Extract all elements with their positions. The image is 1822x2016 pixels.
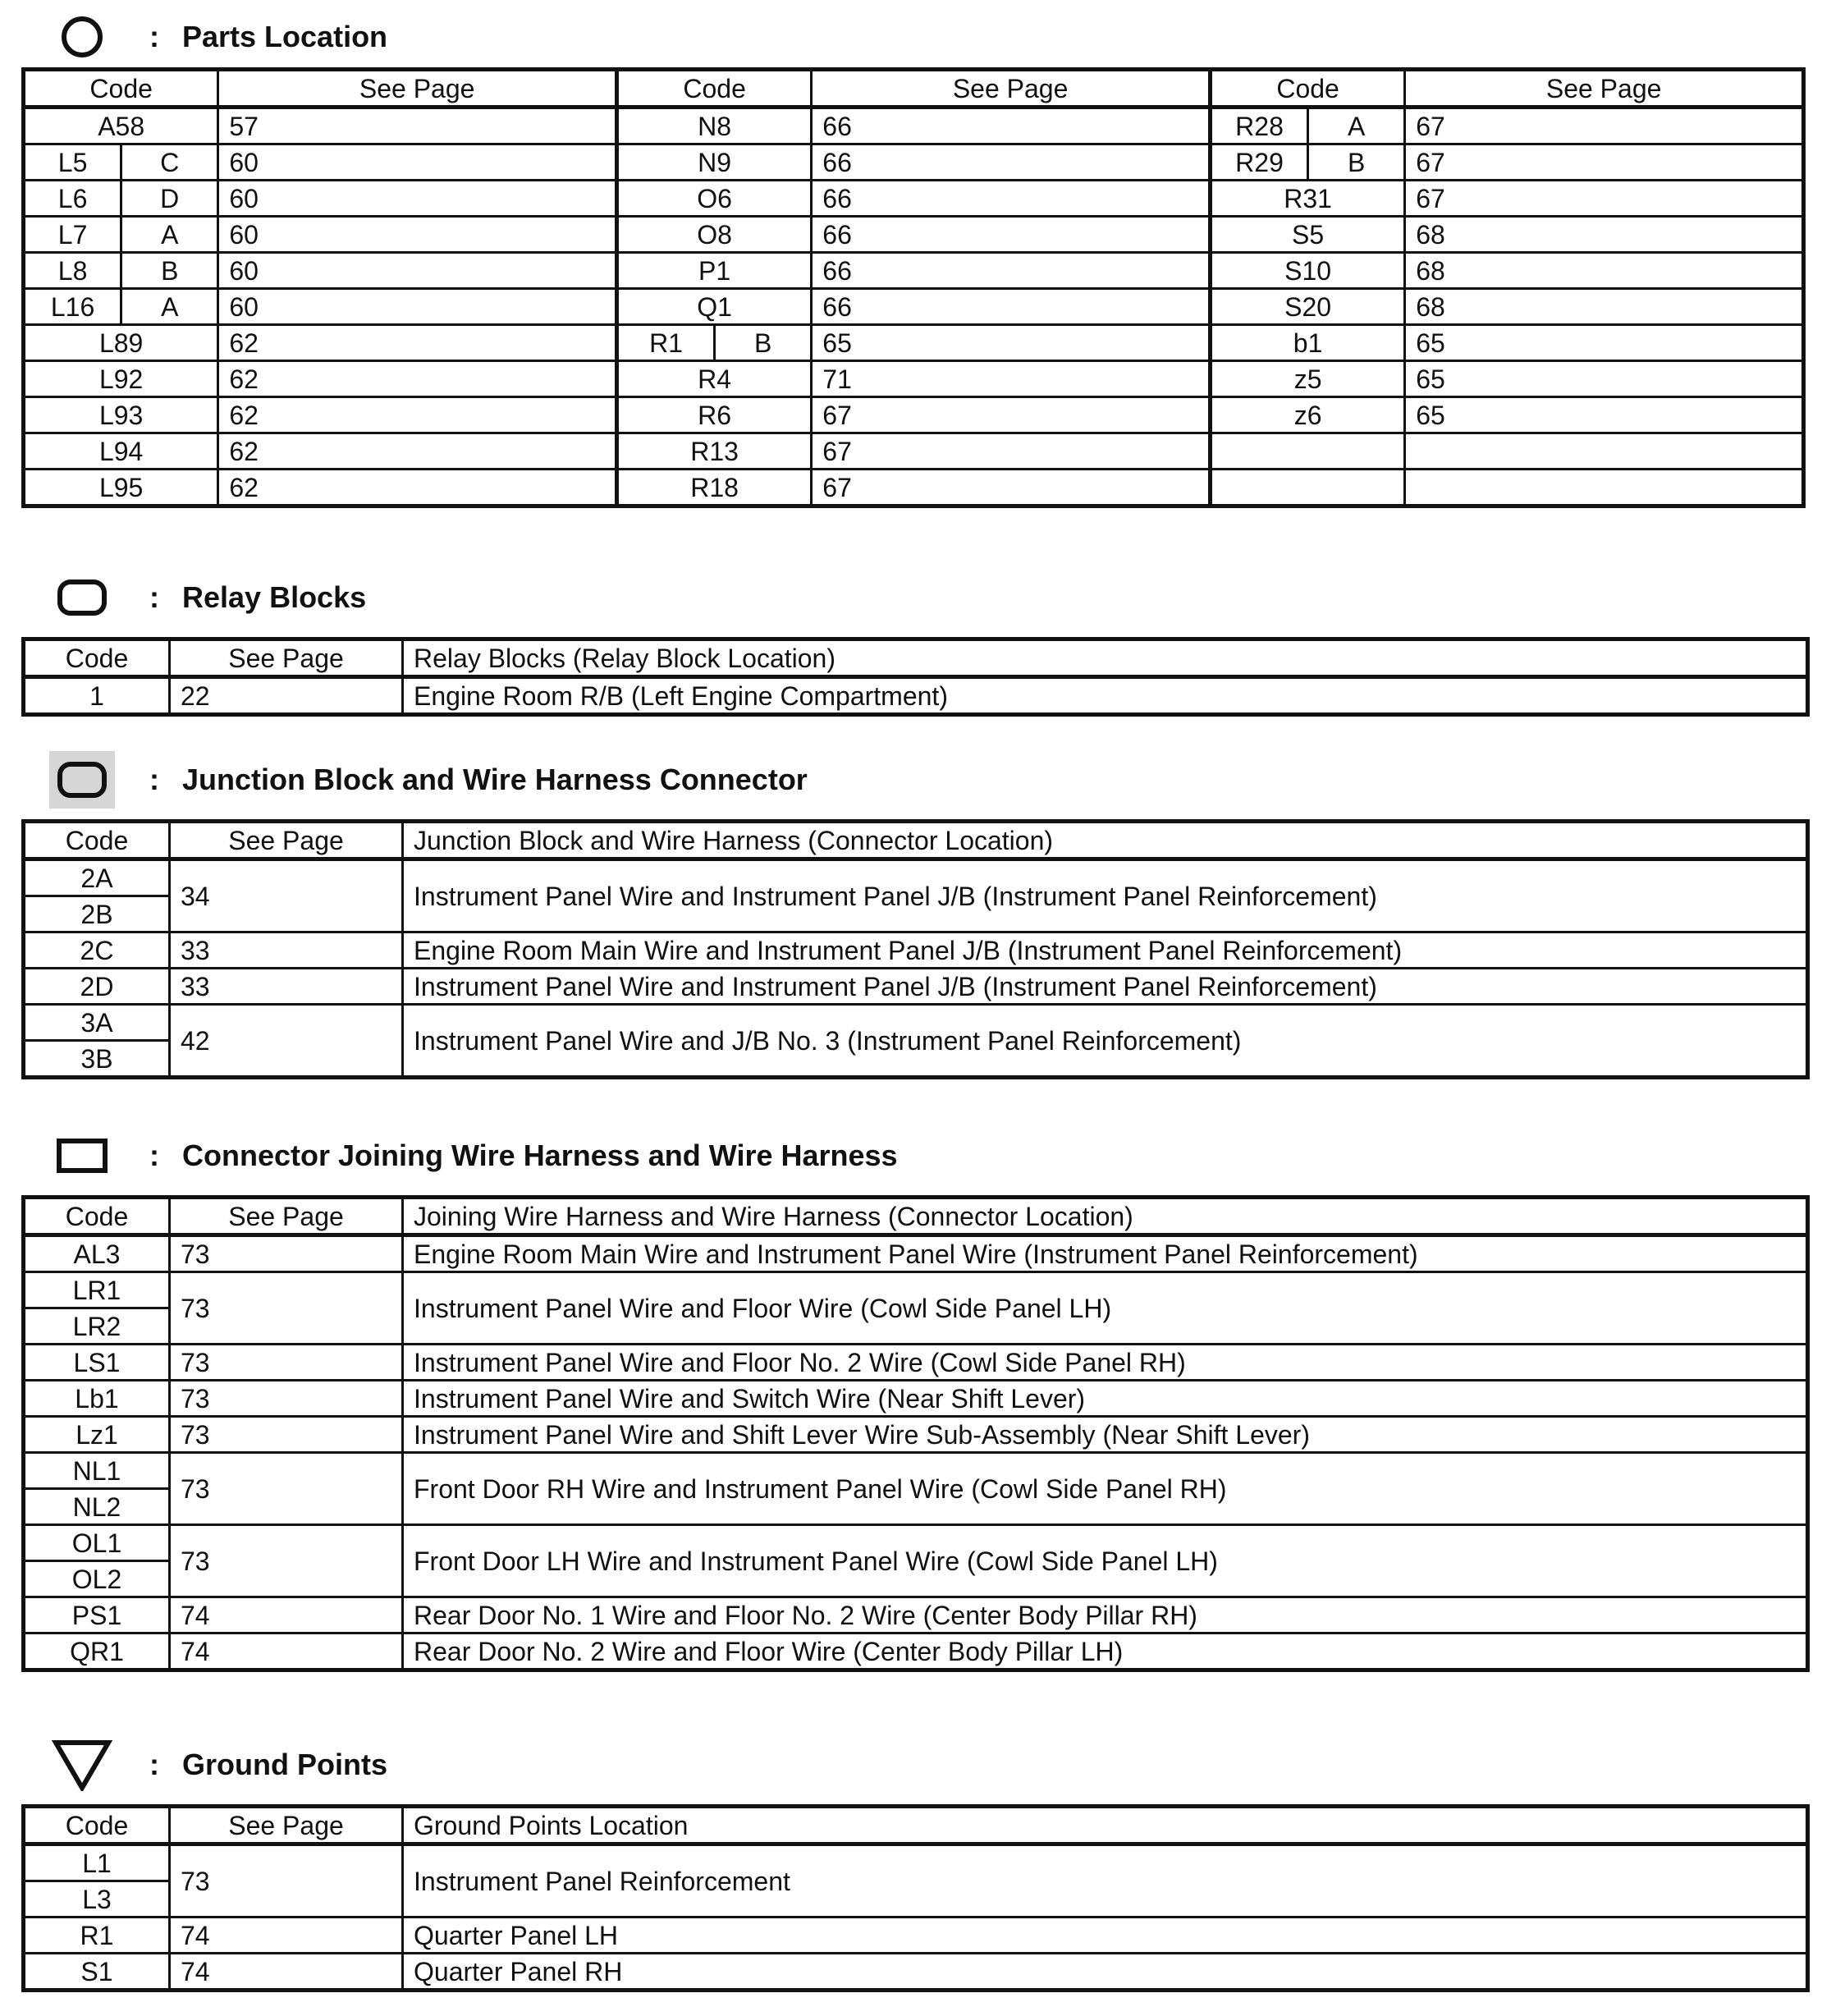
code-cell: L6 bbox=[24, 181, 121, 217]
code-cell: R18 bbox=[616, 470, 811, 506]
page-cell: 34 bbox=[170, 859, 403, 932]
code-cell: S1 bbox=[24, 1954, 170, 1991]
page-cell: 66 bbox=[812, 108, 1211, 144]
relay-blocks-table bbox=[21, 637, 1810, 717]
code-cell: 2C bbox=[24, 932, 170, 969]
table-row bbox=[24, 108, 1804, 144]
page-cell: 73 bbox=[170, 1844, 403, 1917]
code-cell: N9 bbox=[616, 144, 811, 181]
table-row bbox=[24, 361, 1804, 397]
code-cell bbox=[1210, 470, 1404, 506]
page-cell: 65 bbox=[812, 325, 1211, 361]
code-cell: AL3 bbox=[24, 1235, 170, 1272]
page-cell: 73 bbox=[170, 1525, 403, 1597]
code-cell: L1 bbox=[24, 1844, 170, 1881]
table-row bbox=[24, 1633, 1808, 1670]
page-cell: 67 bbox=[812, 470, 1211, 506]
code-cell: OL2 bbox=[24, 1561, 170, 1597]
location-cell: Engine Room R/B (Left Engine Compartment) bbox=[403, 677, 1808, 715]
table-row bbox=[24, 1417, 1808, 1453]
variant-cell: D bbox=[121, 181, 218, 217]
variant-cell: A bbox=[121, 289, 218, 325]
table-row bbox=[24, 969, 1808, 1005]
page-cell: 67 bbox=[1405, 181, 1804, 217]
variant-cell: A bbox=[1308, 108, 1405, 144]
code-cell: 2B bbox=[24, 896, 170, 932]
variant-cell: C bbox=[121, 144, 218, 181]
page-cell bbox=[1405, 470, 1804, 506]
table-row bbox=[24, 1381, 1808, 1417]
page-cell: 67 bbox=[812, 397, 1211, 433]
code-cell: LR1 bbox=[24, 1272, 170, 1308]
code-cell: NL2 bbox=[24, 1489, 170, 1525]
table-row bbox=[24, 1844, 1808, 1881]
code-header: Code bbox=[24, 1198, 170, 1235]
junction-block-title: Junction Block and Wire Harness Connector bbox=[182, 763, 808, 796]
table-row bbox=[24, 1597, 1808, 1633]
code-cell: A58 bbox=[24, 108, 218, 144]
see-page-header: See Page bbox=[170, 639, 403, 677]
rounded-rect-icon bbox=[49, 566, 115, 629]
page-cell: 22 bbox=[170, 677, 403, 715]
connector-joining-title: Connector Joining Wire Harness and Wire Harness bbox=[182, 1139, 898, 1172]
code-header: Code bbox=[1210, 70, 1404, 108]
code-cell: S5 bbox=[1210, 217, 1404, 253]
code-cell: R1 bbox=[616, 325, 714, 361]
location-cell: Quarter Panel RH bbox=[403, 1954, 1808, 1991]
junction-block-table bbox=[21, 819, 1810, 1079]
page-cell: 60 bbox=[218, 181, 617, 217]
table-row bbox=[24, 397, 1804, 433]
header-row bbox=[24, 70, 1804, 108]
page-cell: 73 bbox=[170, 1453, 403, 1525]
location-cell: Instrument Panel Wire and Floor No. 2 Wire (Cowl Side Panel RH) bbox=[403, 1345, 1808, 1381]
page-cell: 68 bbox=[1405, 217, 1804, 253]
connector-joining-header bbox=[49, 1125, 898, 1187]
location-cell: Front Door RH Wire and Instrument Panel Wire (Cowl Side Panel RH) bbox=[403, 1453, 1808, 1525]
see-page-header: See Page bbox=[218, 70, 617, 108]
code-header: Code bbox=[24, 822, 170, 859]
code-header: Code bbox=[24, 1807, 170, 1844]
location-cell: Instrument Panel Wire and Switch Wire (Near Shift Lever) bbox=[403, 1381, 1808, 1417]
circle-icon bbox=[49, 6, 115, 68]
table-row bbox=[24, 470, 1804, 506]
page-cell: 66 bbox=[812, 217, 1211, 253]
page-cell: 68 bbox=[1405, 289, 1804, 325]
connector-joining-table bbox=[21, 1195, 1810, 1672]
page-cell: 33 bbox=[170, 932, 403, 969]
page-cell: 57 bbox=[218, 108, 617, 144]
rectangle-icon bbox=[49, 1125, 115, 1187]
code-cell: R13 bbox=[616, 433, 811, 470]
ground-points-header bbox=[49, 1734, 387, 1796]
code-header: Code bbox=[616, 70, 811, 108]
page-cell: 73 bbox=[170, 1235, 403, 1272]
code-cell: 1 bbox=[24, 677, 170, 715]
location-header: Relay Blocks (Relay Block Location) bbox=[403, 639, 1808, 677]
code-cell: QR1 bbox=[24, 1633, 170, 1670]
page-cell: 65 bbox=[1405, 325, 1804, 361]
page-cell: 62 bbox=[218, 325, 617, 361]
code-cell: R28 bbox=[1210, 108, 1307, 144]
page-cell: 62 bbox=[218, 433, 617, 470]
code-cell: b1 bbox=[1210, 325, 1404, 361]
page-cell: 73 bbox=[170, 1381, 403, 1417]
location-cell: Instrument Panel Wire and Instrument Panel J/B (Instrument Panel Reinforcement) bbox=[403, 969, 1808, 1005]
table-row bbox=[24, 253, 1804, 289]
code-cell: OL1 bbox=[24, 1525, 170, 1561]
shaded-rounded-rect-icon bbox=[49, 749, 115, 811]
location-header: Ground Points Location bbox=[403, 1807, 1808, 1844]
page-cell: 60 bbox=[218, 253, 617, 289]
code-cell: L5 bbox=[24, 144, 121, 181]
code-cell: Lz1 bbox=[24, 1417, 170, 1453]
see-page-header: See Page bbox=[1405, 70, 1804, 108]
section-colon: : bbox=[149, 1139, 159, 1172]
section-colon: : bbox=[149, 20, 159, 53]
page-cell: 60 bbox=[218, 217, 617, 253]
page-cell: 73 bbox=[170, 1272, 403, 1345]
code-cell: 2A bbox=[24, 859, 170, 896]
page-cell: 67 bbox=[1405, 144, 1804, 181]
code-cell: 2D bbox=[24, 969, 170, 1005]
page-cell: 60 bbox=[218, 144, 617, 181]
page-cell: 73 bbox=[170, 1345, 403, 1381]
ground-points-table bbox=[21, 1804, 1810, 1992]
header-row bbox=[24, 639, 1808, 677]
location-cell: Instrument Panel Reinforcement bbox=[403, 1844, 1808, 1917]
page-cell: 66 bbox=[812, 253, 1211, 289]
section-colon: : bbox=[149, 1748, 159, 1781]
code-cell: 3A bbox=[24, 1005, 170, 1041]
page-cell: 74 bbox=[170, 1597, 403, 1633]
table-row bbox=[24, 932, 1808, 969]
code-cell: 3B bbox=[24, 1041, 170, 1078]
code-cell: R6 bbox=[616, 397, 811, 433]
code-cell: NL1 bbox=[24, 1453, 170, 1489]
code-cell: R31 bbox=[1210, 181, 1404, 217]
table-row bbox=[24, 1954, 1808, 1991]
see-page-header: See Page bbox=[170, 1198, 403, 1235]
code-header: Code bbox=[24, 70, 218, 108]
code-cell: R1 bbox=[24, 1917, 170, 1954]
header-row bbox=[24, 1198, 1808, 1235]
page-cell: 67 bbox=[812, 433, 1211, 470]
variant-cell: B bbox=[1308, 144, 1405, 181]
location-cell: Rear Door No. 2 Wire and Floor Wire (Center Body Pillar LH) bbox=[403, 1633, 1808, 1670]
table-row bbox=[24, 1345, 1808, 1381]
code-cell bbox=[1210, 433, 1404, 470]
parts-location-table bbox=[21, 67, 1806, 508]
code-cell: L93 bbox=[24, 397, 218, 433]
code-cell: L16 bbox=[24, 289, 121, 325]
code-cell: Q1 bbox=[616, 289, 811, 325]
table-row bbox=[24, 1005, 1808, 1041]
code-cell: P1 bbox=[616, 253, 811, 289]
page-cell: 66 bbox=[812, 289, 1211, 325]
code-cell: L8 bbox=[24, 253, 121, 289]
location-header: Joining Wire Harness and Wire Harness (Connector Location) bbox=[403, 1198, 1808, 1235]
table-row bbox=[24, 1917, 1808, 1954]
code-cell: PS1 bbox=[24, 1597, 170, 1633]
table-row bbox=[24, 144, 1804, 181]
page-cell: 62 bbox=[218, 397, 617, 433]
code-cell: R29 bbox=[1210, 144, 1307, 181]
code-cell: O6 bbox=[616, 181, 811, 217]
table-row bbox=[24, 433, 1804, 470]
location-cell: Quarter Panel LH bbox=[403, 1917, 1808, 1954]
table-row bbox=[24, 677, 1808, 715]
relay-blocks-header bbox=[49, 566, 366, 629]
location-cell: Instrument Panel Wire and Floor Wire (Cowl Side Panel LH) bbox=[403, 1272, 1808, 1345]
page-cell: 66 bbox=[812, 144, 1211, 181]
variant-cell: A bbox=[121, 217, 218, 253]
code-cell: LS1 bbox=[24, 1345, 170, 1381]
page-cell: 42 bbox=[170, 1005, 403, 1078]
location-header: Junction Block and Wire Harness (Connector Location) bbox=[403, 822, 1808, 859]
page-cell: 74 bbox=[170, 1917, 403, 1954]
page-cell: 60 bbox=[218, 289, 617, 325]
location-cell: Instrument Panel Wire and Instrument Panel J/B (Instrument Panel Reinforcement) bbox=[403, 859, 1808, 932]
page-cell: 62 bbox=[218, 361, 617, 397]
location-cell: Instrument Panel Wire and J/B No. 3 (Instrument Panel Reinforcement) bbox=[403, 1005, 1808, 1078]
code-cell: O8 bbox=[616, 217, 811, 253]
junction-block-header bbox=[49, 749, 808, 811]
triangle-down-icon bbox=[49, 1734, 115, 1796]
table-row bbox=[24, 325, 1804, 361]
table-row bbox=[24, 217, 1804, 253]
location-cell: Engine Room Main Wire and Instrument Panel J/B (Instrument Panel Reinforcement) bbox=[403, 932, 1808, 969]
code-cell: R4 bbox=[616, 361, 811, 397]
variant-cell: B bbox=[121, 253, 218, 289]
header-row bbox=[24, 1807, 1808, 1844]
table-row bbox=[24, 1272, 1808, 1308]
page-cell: 65 bbox=[1405, 397, 1804, 433]
table-row bbox=[24, 289, 1804, 325]
relay-blocks-title: Relay Blocks bbox=[182, 580, 367, 614]
section-colon: : bbox=[149, 580, 159, 614]
page-cell: 66 bbox=[812, 181, 1211, 217]
section-colon: : bbox=[149, 763, 159, 796]
variant-cell: B bbox=[715, 325, 812, 361]
parts-location-title: Parts Location bbox=[182, 20, 388, 53]
code-header: Code bbox=[24, 639, 170, 677]
code-cell: LR2 bbox=[24, 1308, 170, 1345]
location-cell: Instrument Panel Wire and Shift Lever Wire Sub-Assembly (Near Shift Lever) bbox=[403, 1417, 1808, 1453]
code-cell: L3 bbox=[24, 1881, 170, 1917]
code-cell: Lb1 bbox=[24, 1381, 170, 1417]
page-cell: 67 bbox=[1405, 108, 1804, 144]
code-cell: L7 bbox=[24, 217, 121, 253]
page-cell: 68 bbox=[1405, 253, 1804, 289]
code-cell: L92 bbox=[24, 361, 218, 397]
code-cell: L94 bbox=[24, 433, 218, 470]
page-cell: 73 bbox=[170, 1417, 403, 1453]
header-row bbox=[24, 822, 1808, 859]
location-cell: Engine Room Main Wire and Instrument Panel Wire (Instrument Panel Reinforcement) bbox=[403, 1235, 1808, 1272]
code-cell: z5 bbox=[1210, 361, 1404, 397]
table-row bbox=[24, 1453, 1808, 1489]
page-cell: 33 bbox=[170, 969, 403, 1005]
see-page-header: See Page bbox=[170, 822, 403, 859]
see-page-header: See Page bbox=[812, 70, 1211, 108]
page-cell: 62 bbox=[218, 470, 617, 506]
page-cell: 74 bbox=[170, 1633, 403, 1670]
see-page-header: See Page bbox=[170, 1807, 403, 1844]
code-cell: S10 bbox=[1210, 253, 1404, 289]
table-row bbox=[24, 1235, 1808, 1272]
code-cell: L95 bbox=[24, 470, 218, 506]
code-cell: N8 bbox=[616, 108, 811, 144]
page-cell: 65 bbox=[1405, 361, 1804, 397]
code-cell: z6 bbox=[1210, 397, 1404, 433]
table-row bbox=[24, 859, 1808, 896]
page-cell bbox=[1405, 433, 1804, 470]
code-cell: S20 bbox=[1210, 289, 1404, 325]
location-cell: Front Door LH Wire and Instrument Panel Wire (Cowl Side Panel LH) bbox=[403, 1525, 1808, 1597]
page-cell: 71 bbox=[812, 361, 1211, 397]
code-cell: L89 bbox=[24, 325, 218, 361]
parts-location-header bbox=[49, 6, 387, 68]
table-row bbox=[24, 1525, 1808, 1561]
page-cell: 74 bbox=[170, 1954, 403, 1991]
location-cell: Rear Door No. 1 Wire and Floor No. 2 Wire (Center Body Pillar RH) bbox=[403, 1597, 1808, 1633]
table-row bbox=[24, 181, 1804, 217]
ground-points-title: Ground Points bbox=[182, 1748, 387, 1781]
